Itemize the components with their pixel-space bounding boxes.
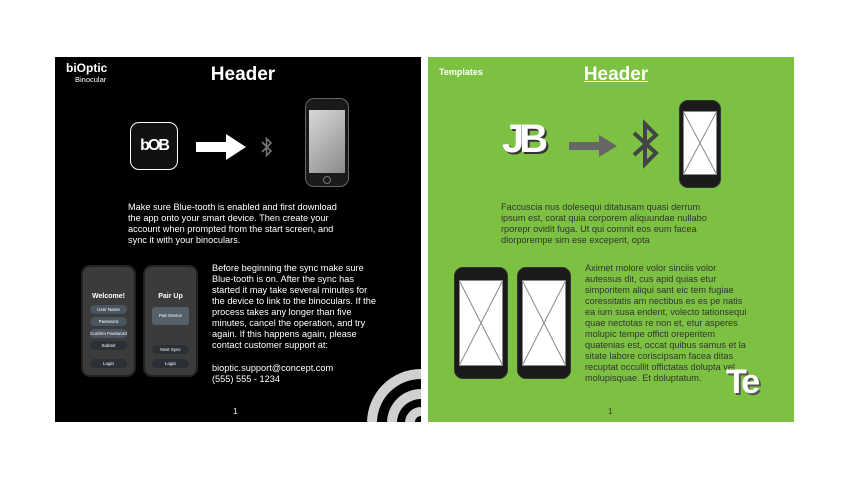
username-field: User Name <box>90 305 127 314</box>
support-email: bioptic.support@concept.com <box>212 363 334 373</box>
phone-home-button <box>323 176 331 184</box>
login-button: Login <box>90 359 127 368</box>
page-header: Header <box>210 64 276 85</box>
wireframe-phone-2 <box>517 267 571 379</box>
smartphone-wireframe <box>679 100 721 188</box>
screen-placeholder <box>459 280 503 366</box>
app-screen-pair <box>143 265 198 377</box>
pair-device-field: Pair Device <box>152 307 189 325</box>
app-screen-welcome <box>81 265 136 377</box>
pair-title: Pair Up <box>158 293 183 300</box>
page-header: Header <box>583 64 649 85</box>
submit-button: Submit <box>90 341 127 350</box>
confirm-password-field: Confirm Password <box>90 331 127 336</box>
lorem-paragraph-2: Aximet molore volor sinciis volor autessus dit, cus apid quias etur simporitem aliqui sant eic tem fugiae coressitatis am nectibus es es pe natis ea ium susa endent, volecto tationsequi quae nectotas re non et, etur asperes molupic tempe officti oreperitem quatenias est, occat quibus samus et la sitate labore coriscipsam facea ditas recuptat occullit offictatas dolupta vel molupisquae. Et doluptatum. <box>585 263 747 383</box>
screen-placeholder <box>522 280 566 366</box>
logo-line2: Binocular <box>75 75 107 84</box>
next-sync-button: Next Sync <box>152 345 189 354</box>
app-icon <box>130 122 178 170</box>
smartphone-illustration <box>305 98 349 187</box>
page-number: 1 <box>233 407 238 416</box>
bluetooth-icon <box>260 136 274 158</box>
password-field: Password <box>90 317 127 326</box>
arrow-right-icon <box>569 133 619 159</box>
right-panel <box>428 57 794 422</box>
templates-logo: Templates <box>439 67 483 77</box>
jb-logo: JB <box>502 117 544 161</box>
logo-line1: biOptic <box>66 61 108 75</box>
page-number: 1 <box>608 407 613 416</box>
signal-arcs-decoration <box>357 359 421 422</box>
lorem-paragraph-1: Faccuscia nus dolesequi ditatusam quasi derrum ipsum est, corat quia corporem aliquundae nullabo rporepr ovidit fuga. Ut qui comnit eos eum facea dlorporempe sim ese exceperit, opta <box>501 202 707 245</box>
te-badge: Te <box>726 363 758 401</box>
app-icon-text: bOB <box>140 137 168 154</box>
welcome-title: Welcome! <box>92 293 125 300</box>
support-phone: (555) 555 - 1234 <box>212 374 280 384</box>
login-button-2: Login <box>152 359 189 368</box>
bluetooth-icon <box>631 119 661 169</box>
screen-placeholder <box>683 111 717 175</box>
left-panel <box>55 57 421 422</box>
wireframe-phone-1 <box>454 267 508 379</box>
sync-paragraph: Before beginning the sync make sure Blue-tooth is on. After the sync has started it may take several minutes for the device to link to the binoculars. If the process takes any longer than five minutes, cancel the operation, and try again. If this happens again, please contact customer support at: <box>212 263 376 350</box>
arrow-right-icon <box>196 133 248 161</box>
instructions-paragraph: Make sure Blue-tooth is enabled and first download the app onto your smart device. Then create your account when prompted from the start screen, and sync it with your binoculars. <box>128 202 337 245</box>
phone-screen <box>309 110 345 173</box>
